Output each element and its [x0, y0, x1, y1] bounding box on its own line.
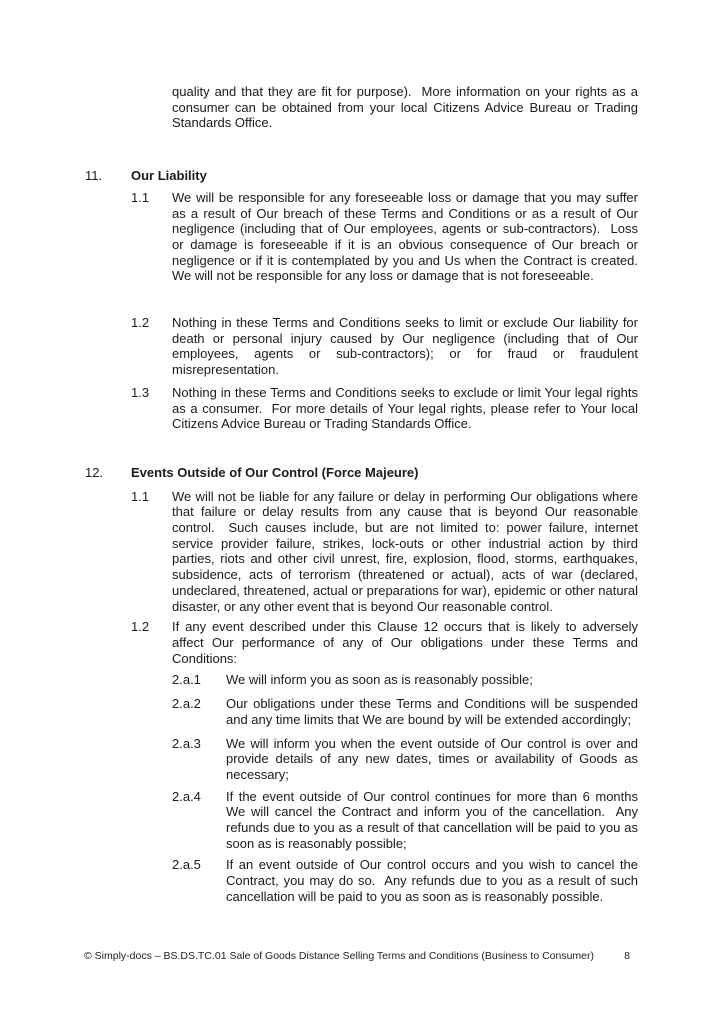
subclause-text: If an event outside of Our control occurs and you wish to cancel the Contract, you may do so. Any refunds due to you as a result of such cancellation will be paid to you as soon as is reasonably possible. [226, 857, 642, 904]
subclause-text: Our obligations under these Terms and Conditions will be suspended and any time limits that We are bound by will be extended accordingly; [226, 696, 642, 727]
section-12-heading [85, 465, 720, 481]
clause-number: 1.3 [131, 384, 150, 400]
subclause-row [172, 696, 720, 727]
section-11-heading [85, 168, 720, 184]
section-12-number: 12. [85, 464, 104, 480]
section-11-number: 11. [85, 168, 103, 184]
clause-row [131, 315, 720, 378]
clause-number: 1.1 [131, 189, 150, 205]
subclause-text: We will inform you when the event outside of Our control is over and provide details of any new dates, times or availability of Goods as necessary; [226, 735, 642, 782]
clause-text: If any event described under this Clause 12 occurs that is likely to adversely affect Our performance of any of Our obligations under these Terms and Conditions: [172, 619, 642, 666]
subclause-number: 2.a.4 [172, 788, 201, 804]
clause-text: We will not be liable for any failure or delay in performing Our obligations where that failure or delay results from any cause that is beyond Our reasonable control. Such causes include, but are not limited to: power failure, internet service provider failure, strikes, lock-outs or other industrial action by third parties, riots and other civil unrest, fire, explosion, flood, storms, earthquakes, subsidence, acts of terrorism (threatened or actual), acts of war (declared, undeclared, threatened, actual or preparations for war), epidemic or other natural disaster, or any other event that is beyond Our reasonable control. [172, 488, 642, 614]
subclause-text: If the event outside of Our control continues for more than 6 months We will cancel the Contract and inform you of the cancellation. Any refunds due to you as a result of that cancellation will be paid to you as soon as is reasonably possible; [226, 788, 642, 851]
clause-row [131, 619, 720, 666]
clause-row [131, 489, 720, 615]
clause-number: 1.2 [131, 315, 150, 331]
subclause-row [172, 672, 720, 688]
clause-number: 1.1 [131, 488, 150, 504]
clause-number: 1.2 [131, 619, 150, 635]
clause-row [131, 385, 720, 432]
clause-text: Nothing in these Terms and Conditions seeks to limit or exclude Our liability for death or personal injury caused by Our negligence (including that of Our employees, agents or sub-contractors); or for fraud or fraudulent misrepresentation. [172, 315, 642, 378]
subclause-row [172, 736, 720, 783]
footer-page-number: 8 [624, 950, 630, 962]
subclause-number: 2.a.2 [172, 696, 201, 712]
subclause-number: 2.a.3 [172, 735, 201, 751]
section-11-title: Our Liability [131, 168, 207, 184]
continuation-paragraph: quality and that they are fit for purpose). More information on your rights as a consumer can be obtained from your local Citizens Advice Bureau or Trading Standards Office. [172, 84, 642, 131]
subclause-row [172, 857, 720, 904]
clause-row [131, 190, 720, 284]
subclause-row [172, 789, 720, 852]
subclause-number: 2.a.1 [172, 672, 201, 688]
subclause-number: 2.a.5 [172, 857, 201, 873]
section-12-title: Events Outside of Our Control (Force Majeure) [131, 464, 419, 480]
clause-text: Nothing in these Terms and Conditions seeks to exclude or limit Your legal rights as a consumer. For more details of Your legal rights, please refer to Your local Citizens Advice Bureau or Trading Standards Office. [172, 384, 642, 432]
page-footer [84, 950, 630, 963]
clause-text: We will be responsible for any foreseeable loss or damage that you may suffer as a result of Our breach of these Terms and Conditions or as a result of Our negligence (including that of Our employees, agents or sub-contractors). Loss or damage is foreseeable if it is an obvious consequence of Our breach or negligence or if it is contemplated by you and Us when the Contract is created. We will not be responsible for any loss or damage that is not foreseeable. [172, 189, 646, 284]
footer-copyright: © Simply-docs – BS.DS.TC.01 Sale of Goods Distance Selling Terms and Conditions (Business to Consumer) [84, 950, 595, 962]
subclause-text: We will inform you as soon as is reasonably possible; [226, 672, 533, 688]
